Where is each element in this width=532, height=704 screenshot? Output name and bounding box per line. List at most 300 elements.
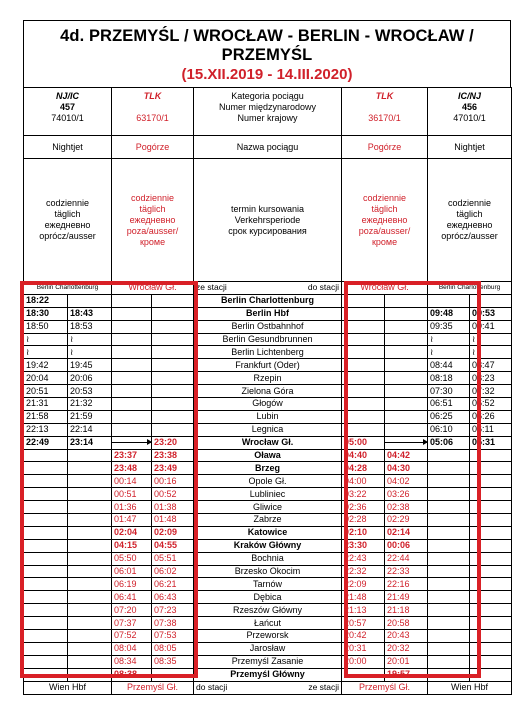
table-row <box>24 501 512 514</box>
time-cell: 20:51 <box>24 385 68 398</box>
time-cell <box>68 565 112 578</box>
train-national-number: 74010/1 <box>51 113 84 123</box>
arrowhead-icon <box>423 439 428 445</box>
days-text: codziennie <box>45 198 90 208</box>
time-cell: 21:31 <box>24 398 68 411</box>
table-row <box>24 617 512 630</box>
time-cell <box>152 668 194 681</box>
time-cell <box>470 526 512 539</box>
legend-name: Nazwa pociągu <box>194 136 342 159</box>
table-row <box>24 539 512 552</box>
time-cell <box>152 294 194 307</box>
time-cell: 06:51 <box>428 398 470 411</box>
station-name: Bochnia <box>194 552 342 565</box>
time-cell: 18:50 <box>24 320 68 333</box>
time-cell: 06:21 <box>152 578 194 591</box>
legend-category: Kategoria pociągu <box>231 91 304 101</box>
time-cell <box>428 488 470 501</box>
time-cell: 06:25 <box>428 410 470 423</box>
time-cell: 22:09 <box>342 578 385 591</box>
days-text: кроме <box>371 236 398 247</box>
time-cell: 21:48 <box>342 591 385 604</box>
time-cell: 06:19 <box>112 578 152 591</box>
days-text: täglich <box>54 209 81 219</box>
time-cell: 06:43 <box>152 591 194 604</box>
footer-spacer <box>24 694 512 704</box>
time-cell <box>24 578 68 591</box>
time-cell: 07:53 <box>152 630 194 643</box>
station-name: Dębica <box>194 591 342 604</box>
destination-station: Przemyśl Gł. <box>342 681 428 694</box>
time-cell <box>470 642 512 655</box>
station-name: Głogów <box>194 398 342 411</box>
table-row <box>24 604 512 617</box>
time-cell: ≀ <box>470 333 512 346</box>
time-cell: 06:01 <box>112 565 152 578</box>
header-category-row <box>24 88 512 136</box>
time-cell: 07:52 <box>112 630 152 643</box>
time-cell <box>470 604 512 617</box>
time-cell: 02:38 <box>385 501 428 514</box>
time-cell: 23:14 <box>68 436 112 449</box>
time-cell: 20:31 <box>342 642 385 655</box>
station-name: Berlin Lichtenberg <box>194 346 342 359</box>
days-text: täglich <box>139 203 166 214</box>
time-cell: ≀ <box>428 333 470 346</box>
timetable-page <box>23 20 511 704</box>
time-cell: 05:31 <box>470 436 512 449</box>
time-cell: 02:28 <box>342 514 385 527</box>
legend-national-number: Numer krajowy <box>237 113 298 123</box>
days-text: termin kursowania <box>231 203 305 214</box>
train-left2-header <box>112 88 194 136</box>
time-cell <box>112 385 152 398</box>
time-cell: 01:38 <box>152 501 194 514</box>
time-cell <box>470 668 512 681</box>
time-cell: 20:53 <box>68 385 112 398</box>
time-cell: 22:43 <box>342 552 385 565</box>
time-cell <box>68 475 112 488</box>
to-label: do stacji <box>196 682 228 693</box>
time-cell: 03:22 <box>342 488 385 501</box>
time-cell <box>428 655 470 668</box>
time-cell <box>68 539 112 552</box>
time-cell <box>24 604 68 617</box>
time-cell: 02:14 <box>385 526 428 539</box>
time-cell: 06:41 <box>112 591 152 604</box>
train-days <box>342 159 428 282</box>
days-text: ежедневно <box>44 220 91 230</box>
time-cell <box>428 642 470 655</box>
time-cell <box>342 346 385 359</box>
legend-header <box>194 88 342 136</box>
from-label: ze stacji <box>196 282 227 293</box>
time-cell <box>24 475 68 488</box>
table-row <box>24 385 512 398</box>
time-cell <box>385 398 428 411</box>
table-row <box>24 423 512 436</box>
time-cell: 06:11 <box>470 423 512 436</box>
station-name: Zielona Góra <box>194 385 342 398</box>
time-cell <box>385 372 428 385</box>
time-cell: 18:22 <box>24 294 68 307</box>
table-row <box>24 410 512 423</box>
time-cell <box>470 552 512 565</box>
station-name: Berlin Hbf <box>194 307 342 320</box>
time-cell <box>385 307 428 320</box>
days-text: codziennie <box>448 198 492 208</box>
time-cell <box>112 423 152 436</box>
timetable-grid <box>23 87 512 704</box>
table-row <box>24 346 512 359</box>
time-cell: 20:06 <box>68 372 112 385</box>
train-national-number: 63170/1 <box>136 113 169 123</box>
time-cell <box>385 436 428 449</box>
train-days <box>428 159 512 282</box>
time-cell: 01:36 <box>112 501 152 514</box>
time-cell <box>68 552 112 565</box>
time-cell <box>112 436 152 449</box>
time-cell: 18:43 <box>68 307 112 320</box>
station-name: Kraków Główny <box>194 539 342 552</box>
train-category: NJ/IC <box>56 91 80 101</box>
table-row <box>24 488 512 501</box>
station-name: Tarnów <box>194 578 342 591</box>
days-text: poza/ausser/ <box>358 225 411 236</box>
time-cell <box>24 565 68 578</box>
time-cell <box>24 668 68 681</box>
station-name: Przemyśl Główny <box>194 668 342 681</box>
time-cell <box>428 630 470 643</box>
time-cell <box>385 294 428 307</box>
time-cell: 21:49 <box>385 591 428 604</box>
time-cell <box>428 617 470 630</box>
station-name: Rzeszów Główny <box>194 604 342 617</box>
time-cell: ≀ <box>24 346 68 359</box>
time-cell: 20:01 <box>385 655 428 668</box>
time-cell <box>428 514 470 527</box>
time-cell <box>470 617 512 630</box>
time-cell <box>342 320 385 333</box>
train-name: Pogórze <box>342 136 428 159</box>
time-cell <box>428 604 470 617</box>
time-cell: ≀ <box>68 346 112 359</box>
time-cell <box>24 449 68 462</box>
time-cell <box>24 488 68 501</box>
time-cell: ≀ <box>428 346 470 359</box>
title-line-1: 4d. PRZEMYŚL / WROCŁAW - BERLIN - WROCŁAW / PRZEMYŚL <box>60 27 474 64</box>
days-text: ежедневно <box>129 214 176 225</box>
time-cell: 02:36 <box>342 501 385 514</box>
time-cell: 07:20 <box>112 604 152 617</box>
time-cell: 00:51 <box>112 488 152 501</box>
table-row <box>24 307 512 320</box>
time-cell: 20:32 <box>385 642 428 655</box>
time-cell <box>112 372 152 385</box>
time-cell <box>68 578 112 591</box>
time-cell <box>342 398 385 411</box>
time-cell <box>152 372 194 385</box>
time-cell <box>24 591 68 604</box>
time-cell: 04:30 <box>385 462 428 475</box>
time-cell: 23:38 <box>152 449 194 462</box>
time-cell <box>428 294 470 307</box>
header-name-row <box>24 136 512 159</box>
time-cell: 09:48 <box>428 307 470 320</box>
time-cell: 05:50 <box>112 552 152 565</box>
time-cell <box>24 552 68 565</box>
time-cell: 07:37 <box>112 617 152 630</box>
train-days <box>24 159 112 282</box>
station-name: Przeworsk <box>194 630 342 643</box>
time-cell <box>24 501 68 514</box>
time-cell <box>112 307 152 320</box>
time-cell <box>342 385 385 398</box>
time-cell: 21:18 <box>385 604 428 617</box>
time-cell <box>152 398 194 411</box>
time-cell: 20:04 <box>24 372 68 385</box>
time-cell: 02:09 <box>152 526 194 539</box>
time-cell <box>428 565 470 578</box>
days-text: Verkehrsperiode <box>234 214 301 225</box>
time-cell <box>68 501 112 514</box>
time-cell <box>68 642 112 655</box>
time-cell <box>152 385 194 398</box>
time-cell: 22:13 <box>24 423 68 436</box>
time-cell <box>68 655 112 668</box>
time-cell <box>428 591 470 604</box>
time-cell: 21:13 <box>342 604 385 617</box>
time-cell <box>68 488 112 501</box>
time-cell: 19:42 <box>24 359 68 372</box>
time-cell <box>428 578 470 591</box>
train-days <box>112 159 194 282</box>
train-intl-number <box>114 102 191 113</box>
time-cell <box>68 617 112 630</box>
time-cell: 07:32 <box>470 385 512 398</box>
time-cell: 23:48 <box>112 462 152 475</box>
time-cell <box>385 410 428 423</box>
time-cell: 01:48 <box>152 514 194 527</box>
time-cell <box>112 398 152 411</box>
time-cell <box>112 346 152 359</box>
time-cell: 19:45 <box>68 359 112 372</box>
time-cell: 09:35 <box>428 320 470 333</box>
table-row <box>24 359 512 372</box>
time-cell: 21:58 <box>24 410 68 423</box>
station-name: Berlin Ostbahnhof <box>194 320 342 333</box>
table-row <box>24 642 512 655</box>
time-cell <box>470 578 512 591</box>
station-name: Łańcut <box>194 617 342 630</box>
train-right2-header <box>428 88 512 136</box>
time-cell: 18:53 <box>68 320 112 333</box>
table-row <box>24 578 512 591</box>
table-row <box>24 514 512 527</box>
time-cell: 09:53 <box>470 307 512 320</box>
origin-station: Wrocław Gł. <box>112 282 194 295</box>
time-cell: 01:47 <box>112 514 152 527</box>
time-cell <box>385 320 428 333</box>
from-label: ze stacji <box>308 682 340 693</box>
train-name: Pogórze <box>112 136 194 159</box>
time-cell <box>68 526 112 539</box>
days-text: täglich <box>371 203 398 214</box>
footer-spacer-row <box>24 694 512 704</box>
time-cell <box>428 462 470 475</box>
table-row <box>24 449 512 462</box>
time-cell: 23:20 <box>152 436 194 449</box>
station-name: Berlin Gesundbrunnen <box>194 333 342 346</box>
time-cell <box>428 552 470 565</box>
time-cell <box>152 307 194 320</box>
time-cell: 23:37 <box>112 449 152 462</box>
time-cell <box>68 294 112 307</box>
time-cell <box>68 630 112 643</box>
origin-station: Berlin Charlottenburg <box>24 282 112 295</box>
time-cell: 20:43 <box>385 630 428 643</box>
days-text: poza/ausser/ <box>126 225 179 236</box>
time-cell: 22:16 <box>385 578 428 591</box>
time-cell <box>24 526 68 539</box>
time-cell <box>428 668 470 681</box>
time-cell: 20:42 <box>342 630 385 643</box>
time-cell: 23:49 <box>152 462 194 475</box>
time-cell <box>152 320 194 333</box>
time-cell <box>112 333 152 346</box>
time-cell <box>24 630 68 643</box>
time-cell: 04:00 <box>342 475 385 488</box>
train-left1-header <box>24 88 112 136</box>
from-to-legend <box>194 282 342 295</box>
time-cell: 08:18 <box>428 372 470 385</box>
table-row <box>24 655 512 668</box>
time-cell: ≀ <box>470 346 512 359</box>
time-cell: 22:14 <box>68 423 112 436</box>
train-name: Nightjet <box>428 136 512 159</box>
destination-station: Przemyśl Gł. <box>112 681 194 694</box>
title-line-2: (15.XII.2019 - 14.III.2020) <box>181 66 353 83</box>
table-row <box>24 630 512 643</box>
from-station-row <box>24 282 512 295</box>
time-cell <box>470 488 512 501</box>
table-row <box>24 372 512 385</box>
time-cell <box>385 423 428 436</box>
time-cell <box>68 591 112 604</box>
header-days-row <box>24 159 512 282</box>
time-cell: 21:59 <box>68 410 112 423</box>
time-cell: 05:06 <box>428 436 470 449</box>
arrow-right-icon <box>385 442 427 443</box>
to-label: do stacji <box>307 282 340 293</box>
table-row <box>24 398 512 411</box>
time-cell: 04:40 <box>342 449 385 462</box>
destination-station: Wien Hbf <box>24 681 112 694</box>
time-cell: 03:26 <box>385 488 428 501</box>
time-cell <box>342 333 385 346</box>
table-row <box>24 436 512 449</box>
origin-station: Wrocław Gł. <box>342 282 428 295</box>
time-cell: 07:23 <box>152 604 194 617</box>
station-name: Rzepin <box>194 372 342 385</box>
table-row <box>24 475 512 488</box>
table-row <box>24 565 512 578</box>
time-cell <box>470 475 512 488</box>
time-cell <box>342 294 385 307</box>
time-cell <box>342 423 385 436</box>
station-name: Gliwice <box>194 501 342 514</box>
train-right1-header <box>342 88 428 136</box>
train-category: IC/NJ <box>458 91 482 101</box>
time-cell: 08:44 <box>428 359 470 372</box>
days-text: oprócz/ausser <box>441 231 498 241</box>
time-cell <box>112 320 152 333</box>
time-cell <box>112 359 152 372</box>
time-cell: 08:34 <box>112 655 152 668</box>
table-row <box>24 668 512 681</box>
time-cell: ≀ <box>24 333 68 346</box>
days-text: täglich <box>456 209 483 219</box>
time-cell: 04:15 <box>112 539 152 552</box>
to-from-legend <box>194 681 342 694</box>
time-cell <box>24 655 68 668</box>
time-cell <box>470 449 512 462</box>
time-cell <box>342 307 385 320</box>
time-cell <box>152 410 194 423</box>
station-name: Zabrze <box>194 514 342 527</box>
time-cell: 04:55 <box>152 539 194 552</box>
time-cell <box>342 372 385 385</box>
arrowhead-icon <box>147 439 152 445</box>
train-intl-number: 456 <box>462 102 478 112</box>
time-cell: 04:02 <box>385 475 428 488</box>
time-cell: 08:23 <box>470 372 512 385</box>
time-cell: 22:49 <box>24 436 68 449</box>
destination-station: Wien Hbf <box>428 681 512 694</box>
time-cell <box>152 359 194 372</box>
station-name: Brzesko Okocim <box>194 565 342 578</box>
time-cell <box>68 668 112 681</box>
time-cell: 20:00 <box>342 655 385 668</box>
time-cell: 07:38 <box>152 617 194 630</box>
train-intl-number: 457 <box>59 102 76 112</box>
station-name: Frankfurt (Oder) <box>194 359 342 372</box>
days-text: codziennie <box>363 192 407 203</box>
time-cell <box>68 604 112 617</box>
station-name: Opole Gł. <box>194 475 342 488</box>
time-cell <box>470 462 512 475</box>
days-text: ежедневно <box>361 214 408 225</box>
station-name: Katowice <box>194 526 342 539</box>
time-cell <box>470 591 512 604</box>
time-cell: 05:00 <box>342 436 385 449</box>
to-station-row <box>24 681 512 694</box>
time-cell <box>385 359 428 372</box>
table-row <box>24 320 512 333</box>
time-cell: 21:32 <box>68 398 112 411</box>
table-row <box>24 462 512 475</box>
time-cell: 06:10 <box>428 423 470 436</box>
station-name: Lubin <box>194 410 342 423</box>
time-cell <box>428 539 470 552</box>
arrow-right-icon <box>112 442 152 443</box>
timetable-title <box>23 20 511 87</box>
table-row <box>24 591 512 604</box>
time-cell: 22:33 <box>385 565 428 578</box>
origin-station: Berlin Charlottenburg <box>428 282 512 295</box>
station-name: Lubliniec <box>194 488 342 501</box>
train-category: TLK <box>375 91 394 101</box>
